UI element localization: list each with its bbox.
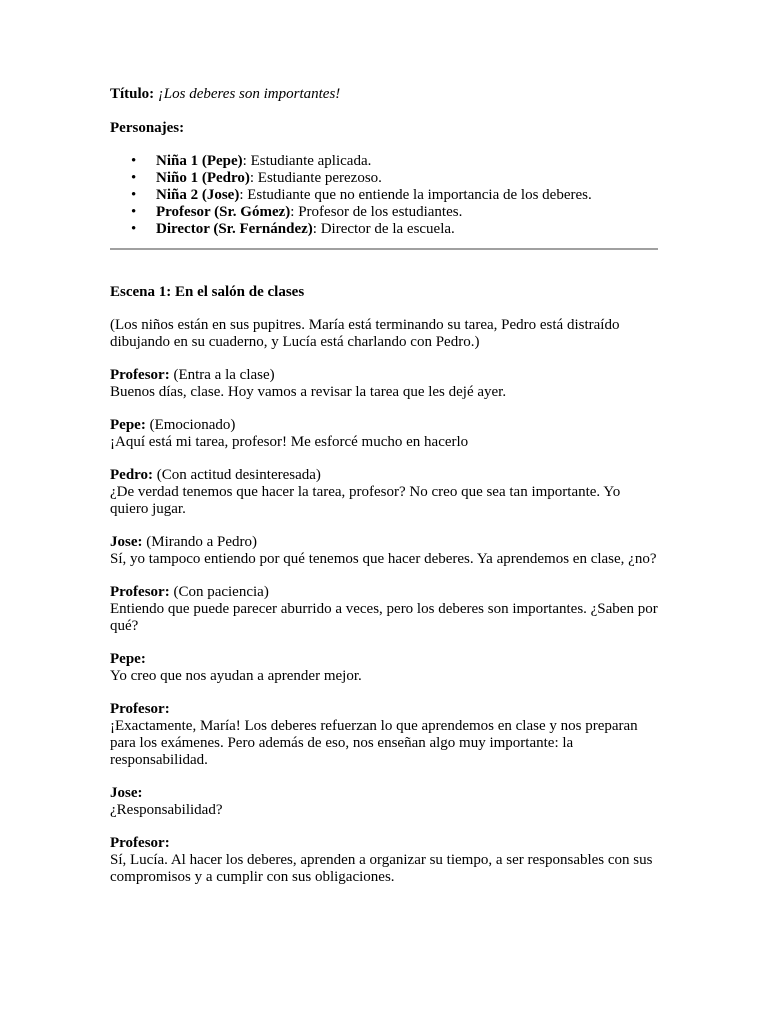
dialogue-line: Buenos días, clase. Hoy vamos a revisar la tarea que les dejé ayer. xyxy=(110,384,507,400)
stage-direction: (Los niños están en sus pupitres. María está terminando su tarea, Pedro está distraído dibujando en su cuaderno, y Lucía está charlando con Pedro.) xyxy=(110,317,620,350)
dialogue-cue xyxy=(110,835,658,852)
dialogue-block xyxy=(110,785,658,819)
character-desc: : Estudiante aplicada. xyxy=(242,153,372,169)
bullet-icon: • xyxy=(131,187,137,203)
character-name: Profesor (Sr. Gómez) xyxy=(156,204,291,220)
bullet-icon: • xyxy=(131,153,137,169)
character-desc: : Estudiante que no entiende la importancia de los deberes. xyxy=(239,187,592,203)
title-label: Título: xyxy=(110,86,155,102)
dialogue-cue xyxy=(110,417,658,434)
speaker-direction: (Con paciencia) xyxy=(169,584,269,600)
dialogue-cue xyxy=(110,651,658,668)
dialogue-cue xyxy=(110,584,658,601)
speaker-name: Profesor: xyxy=(110,701,170,717)
speaker-name: Profesor: xyxy=(110,584,170,600)
characters-list xyxy=(110,153,658,238)
character-item xyxy=(110,153,658,170)
bullet-icon: • xyxy=(131,221,137,237)
character-desc: : Profesor de los estudiantes. xyxy=(290,204,463,220)
character-desc: : Estudiante perezoso. xyxy=(249,170,382,186)
speaker-name: Jose: xyxy=(110,534,143,550)
dialogue-block xyxy=(110,701,658,769)
dialogue-block xyxy=(110,367,658,401)
scene-title: Escena 1: En el salón de clases xyxy=(110,284,305,300)
speaker-direction: (Mirando a Pedro) xyxy=(142,534,258,550)
dialogue-line: ¡Aquí está mi tarea, profesor! Me esforcé mucho en hacerlo xyxy=(110,434,469,450)
dialogue-block xyxy=(110,651,658,685)
dialogue-block xyxy=(110,534,658,568)
document-page xyxy=(110,86,658,902)
dialogue-line: ¡Exactamente, María! Los deberes refuerzan lo que aprendemos en clase y nos preparan para los exámenes. Pero además de eso, nos enseñan algo muy importante: la responsabilidad. xyxy=(110,718,638,768)
dialogue-line: Sí, yo tampoco entiendo por qué tenemos que hacer deberes. Ya aprendemos en clase, ¿no? xyxy=(110,551,657,567)
dialogue-cue xyxy=(110,785,658,802)
bullet-icon: • xyxy=(131,170,137,186)
speaker-name: Pepe: xyxy=(110,651,146,667)
dialogue-cue xyxy=(110,467,658,484)
dialogue-line: Sí, Lucía. Al hacer los deberes, aprenden a organizar su tiempo, a ser responsables con sus compromisos y a cumplir con sus obligaciones. xyxy=(110,852,653,885)
character-name: Director (Sr. Fernández) xyxy=(156,221,313,237)
dialogue-cue xyxy=(110,367,658,384)
dialogue-line: Entiendo que puede parecer aburrido a veces, pero los deberes son importantes. ¿Saben por qué? xyxy=(110,601,658,634)
dialogue-block xyxy=(110,467,658,518)
dialogue-line: Yo creo que nos ayudan a aprender mejor. xyxy=(110,668,362,684)
character-item xyxy=(110,187,658,204)
speaker-direction: (Emocionado) xyxy=(145,417,236,433)
dialogue-line: ¿Responsabilidad? xyxy=(110,802,223,818)
speaker-name: Profesor: xyxy=(110,367,170,383)
speaker-direction: (Entra a la clase) xyxy=(169,367,275,383)
bullet-icon: • xyxy=(131,204,137,220)
characters-heading: Personajes: xyxy=(110,120,185,136)
character-name: Niño 1 (Pedro) xyxy=(156,170,250,186)
speaker-name: Pepe: xyxy=(110,417,146,433)
dialogue-block xyxy=(110,417,658,451)
speaker-name: Pedro: xyxy=(110,467,154,483)
dialogue-cue xyxy=(110,701,658,718)
dialogue-block xyxy=(110,584,658,635)
speaker-direction: (Con actitud desinteresada) xyxy=(153,467,321,483)
character-desc: : Director de la escuela. xyxy=(312,221,455,237)
character-item xyxy=(110,170,658,187)
character-item xyxy=(110,221,658,238)
character-name: Niña 2 (Jose) xyxy=(156,187,240,203)
speaker-name: Profesor: xyxy=(110,835,170,851)
dialogue-line: ¿De verdad tenemos que hacer la tarea, profesor? No creo que sea tan importante. Yo quiero jugar. xyxy=(110,484,621,517)
speaker-name: Jose: xyxy=(110,785,143,801)
character-name: Niña 1 (Pepe) xyxy=(156,153,243,169)
document-title xyxy=(110,86,658,103)
dialogue-block xyxy=(110,835,658,886)
dialogue-cue xyxy=(110,534,658,551)
title-text: ¡Los deberes son importantes! xyxy=(157,86,341,102)
horizontal-divider xyxy=(110,248,658,250)
character-item xyxy=(110,204,658,221)
